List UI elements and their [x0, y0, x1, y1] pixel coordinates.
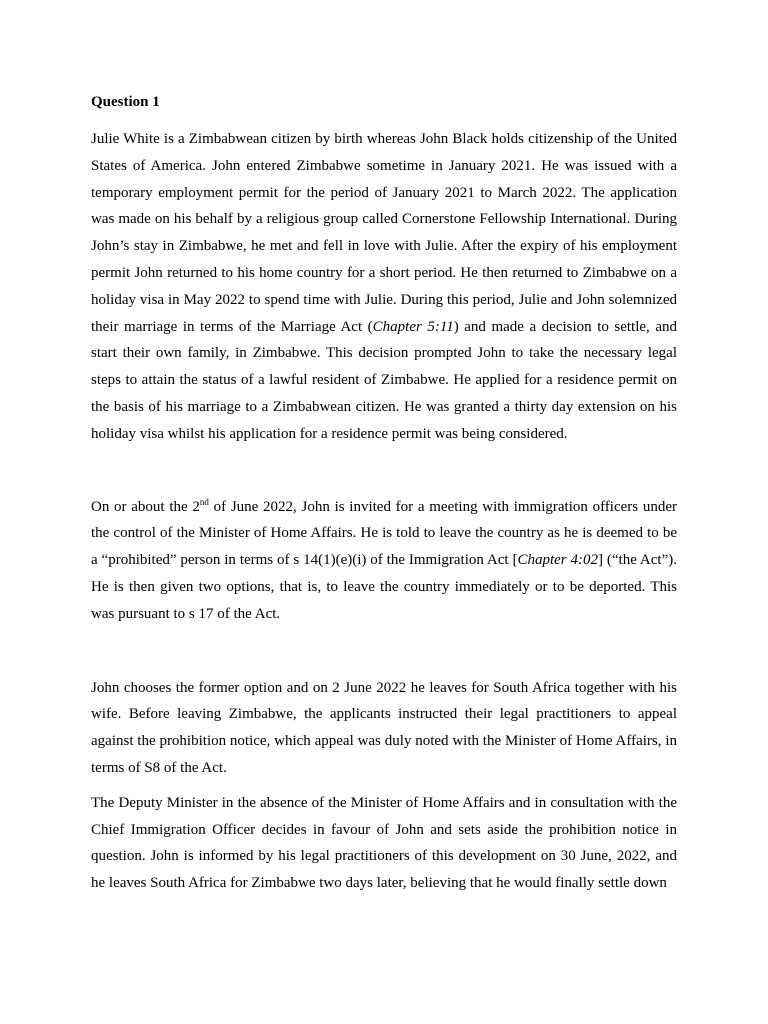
paragraph-2-superscript: nd — [199, 496, 209, 507]
question-heading: Question 1 — [91, 94, 160, 110]
paragraph-2 — [91, 494, 677, 628]
paragraph-2-text-b: of June 2022, John is invited for a meeting with immigration officers under the control of the Minister of Home Affairs. He is told to leave the country as he is deemed to be a “prohibited” person in terms of s 14(1)(e)(i) of the Immigration Act [ — [91, 498, 677, 569]
paragraph-1-text-b: ) and made a decision to settle, and start their own family, in Zimbabwe. This decision prompted John to take the necessary legal steps to attain the status of a lawful resident of Zimbabwe. He applied for a residence permit on the basis of his marriage to a Zimbabwean citizen. He was granted a thirty day extension on his holiday visa whilst his application for a residence permit was being considered. — [91, 318, 677, 442]
paragraph-1 — [91, 126, 677, 448]
paragraph-1-italic: Chapter 5:11 — [372, 318, 454, 335]
document-page — [91, 92, 677, 897]
paragraph-2-italic: Chapter 4:02 — [517, 552, 599, 569]
paragraph-2-text-a: On or about the 2 — [91, 498, 200, 515]
paragraph-1-text-a: Julie White is a Zimbabwean citizen by birth whereas John Black holds citizenship of the United States of America. John entered Zimbabwe sometime in January 2021. He was issued with a temporary employment permit for the period of January 2021 to March 2022. The application was made on his behalf by a religious group called Cornerstone Fellowship International. During John’s stay in Zimbabwe, he met and fell in love with Julie. After the expiry of his employment permit John returned to his home country for a short period. He then returned to Zimbabwe on a holiday visa in May 2022 to spend time with Julie. During this period, Julie and John solemnized their marriage in terms of the Marriage Act ( — [91, 131, 677, 335]
paragraph-4: The Deputy Minister in the absence of the Minister of Home Affairs and in consultation with the Chief Immigration Officer decides in favour of John and sets aside the prohibition notice in question. John is informed by his legal practitioners of this development on 30 June, 2022, and he leaves South Africa for Zimbabwe two days later, believing that he would finally settle down — [91, 794, 677, 892]
paragraph-2-text-c: ] (“the Act”). He is then given two options, that is, to leave the country immediately or to be deported. This was pursuant to s 17 of the Act. — [91, 552, 677, 622]
paragraph-3: John chooses the former option and on 2 June 2022 he leaves for South Africa together with his wife. Before leaving Zimbabwe, the applicants instructed their legal practitioners to appeal against the prohibition notice, which appeal was duly noted with the Minister of Home Affairs, in terms of S8 of the Act. — [91, 679, 677, 776]
